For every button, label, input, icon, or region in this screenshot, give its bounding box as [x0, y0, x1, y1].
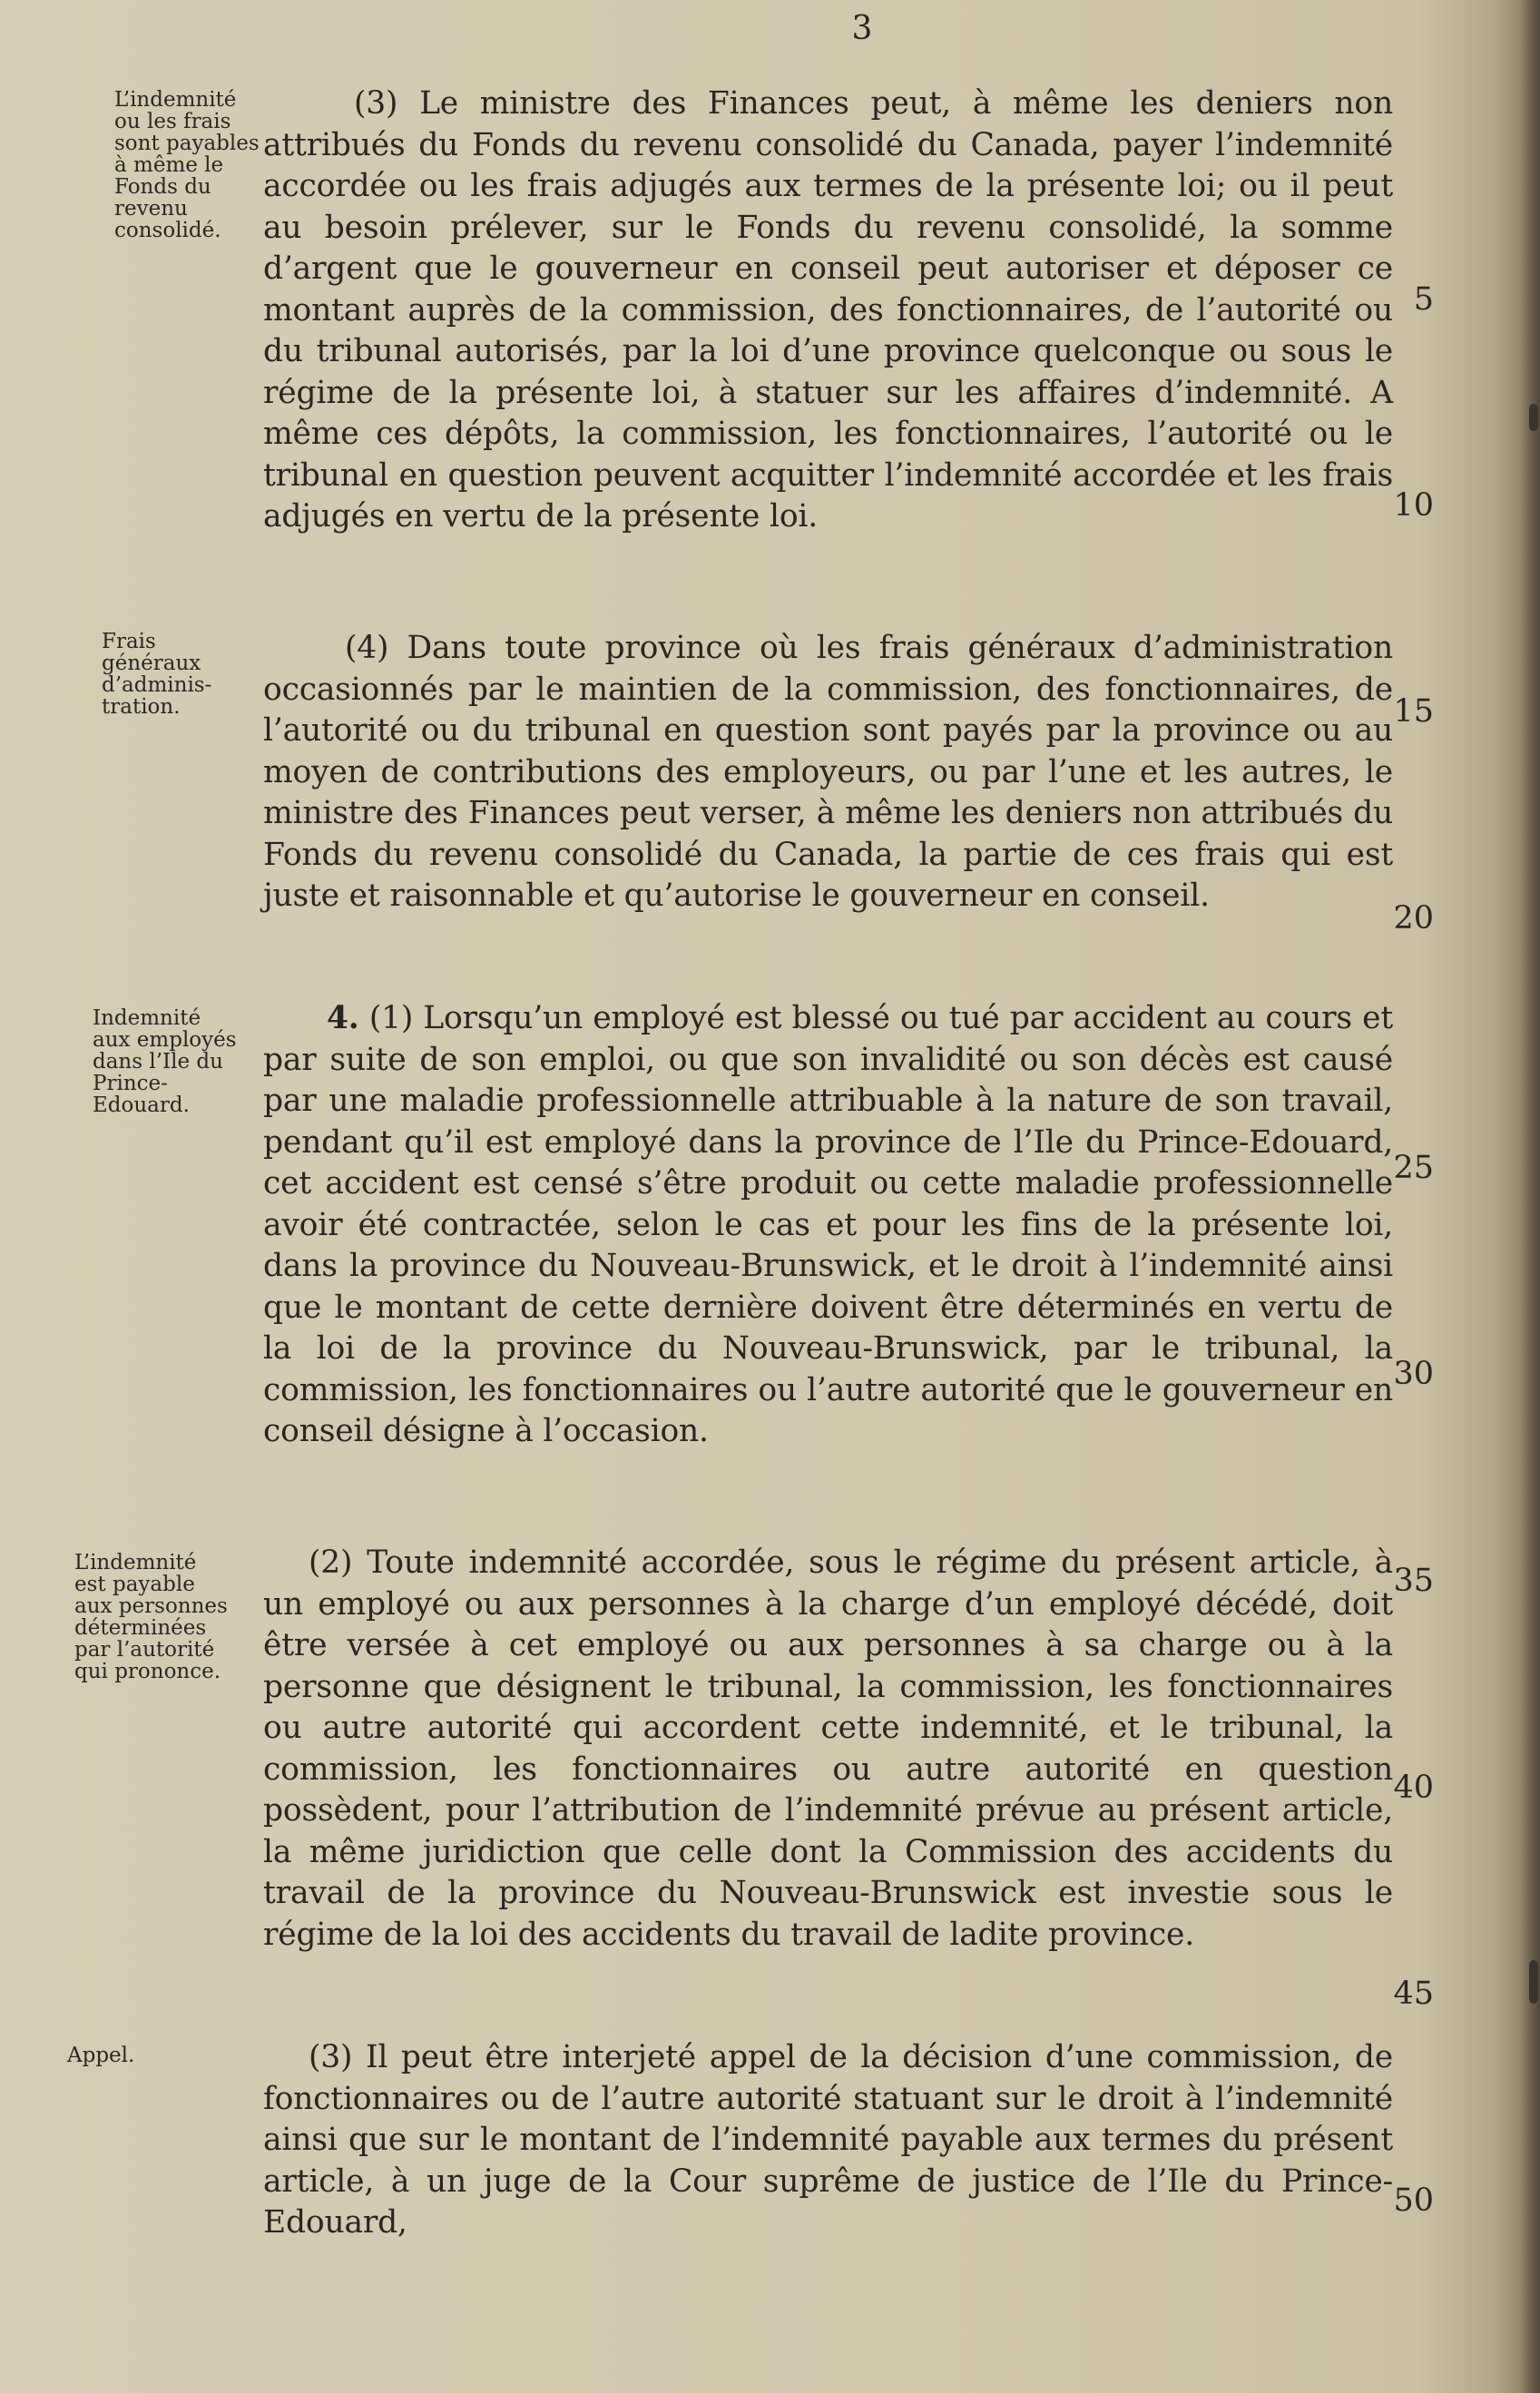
marginal-note-appel: Appel.: [67, 2044, 135, 2067]
line-number: 35: [1393, 1563, 1434, 1599]
marginal-note-personnes-determinees: L’indemnité est payable aux personnes déterminées par l’autorité qui prononce.: [74, 1551, 228, 1683]
marginal-note-fonds-revenu: L’indemnité ou les frais sont payables à même le Fonds du revenu consolidé.: [114, 88, 260, 242]
paragraph-3-4: [263, 628, 1393, 917]
line-number: 10: [1393, 487, 1434, 524]
section-number: 4.: [327, 1000, 359, 1036]
line-number: 5: [1413, 281, 1434, 318]
paragraph-text: (1) Lorsqu’un employé est blessé ou tué par accident au cours et par suite de son emploi, ou que son invalidité ou son décès est causé par une maladie professionnelle attribuable à la nature de son travail, pendant qu’il est employé dans la province de l’Ile du Prince-Edouard, cet accident est censé s’être produit ou cette maladie professionnelle avoir été contractée, selon le cas et pour les fins de la présente loi, dans la province du Nouveau-Brunswick, et le droit à l’indemnité ainsi que le montant de cette dernière doivent être déterminés en vertu de la loi de la province du Nouveau-Brunswick, par le tribunal, la commission, les fonctionnaires ou l’autre autorité que le gouverneur en conseil désigne à l’occasion.: [263, 1000, 1393, 1449]
paragraph-3-3: [263, 83, 1393, 538]
line-number: 40: [1393, 1770, 1434, 1806]
paragraph-text: (4) Dans toute province où les frais généraux d’administration occasionnés par le maintien de la commission, des fonctionnaires, de l’autorité ou du tribunal en question sont payés par la province ou au moyen de contributions des employeurs, ou par l’une et les autres, le ministre des Finances peut verser, à même les deniers non attribués du Fonds du revenu consolidé du Canada, la partie de ces frais qui est juste et raisonnable et qu’autorise le gouverneur en conseil.: [263, 630, 1393, 914]
paragraph-4-2: [263, 1543, 1393, 1956]
line-number: 15: [1393, 693, 1434, 730]
marginal-note-ile-prince-edouard: Indemnité aux employés dans l’Ile du Prince- Edouard.: [93, 1006, 237, 1117]
line-number: 30: [1393, 1356, 1434, 1392]
paragraph-text: (2) Toute indemnité accordée, sous le régime du présent article, à un employé ou aux personnes à la charge d’un employé décédé, doit être versée à cet employé ou aux personnes à sa charge ou à la personne que désignent le tribunal, la commission, les fonctionnaires ou autre autorité qui accordent cette indemnité, et le tribunal, la commission, les fonctionnaires ou autre autorité en question possèdent, pour l’attribution de l’indemnité prévue au présent article, la même juridiction que celle dont la Commission des accidents du travail de la province du Nouveau-Brunswick est investie sous le régime de la loi des accidents du travail de ladite province.: [263, 1545, 1393, 1953]
line-number: 20: [1393, 900, 1434, 937]
paragraph-4-3: [263, 2037, 1393, 2244]
page-number: 3: [851, 10, 873, 47]
paragraph-text: (3) Le ministre des Finances peut, à même les deniers non attribués du Fonds du revenu consolidé du Canada, payer l’indemnité accordée ou les frais adjugés aux termes de la présente loi; ou il peut au besoin prélever, sur le Fonds du revenu consolidé, la somme d’argent que le gouverneur en conseil peut autoriser et déposer ce montant auprès de la commission, des fonctionnaires, de l’autorité ou du tribunal autorisés, par la loi d’une province quelconque ou sous le régime de la présente loi, à statuer sur les affaires d’indemnité. A même ces dépôts, la commission, les fonctionnaires, l’autorité ou le tribunal en question peuvent acquitter l’indemnité accordée et les frais adjugés en vertu de la présente loi.: [263, 85, 1393, 535]
paragraph-4-1: [263, 998, 1393, 1453]
paragraph-text: (3) Il peut être interjeté appel de la décision d’une commission, de fonctionnaires ou de l’autre autorité statuant sur le droit à l’indemnité ainsi que sur le montant de l’indemnité payable aux termes du présent article, à un juge de la Cour suprême de justice de l’Ile du Prince-Edouard,: [263, 2039, 1393, 2241]
line-number: 25: [1393, 1150, 1434, 1186]
marginal-note-frais-generaux: Frais généraux d’adminis- tration.: [102, 630, 212, 719]
binding-edge: [1520, 0, 1540, 2393]
binding-mark: [1529, 404, 1538, 431]
line-number: 45: [1393, 1976, 1434, 2012]
binding-mark: [1529, 1960, 1538, 2004]
line-number: 50: [1393, 2182, 1434, 2219]
